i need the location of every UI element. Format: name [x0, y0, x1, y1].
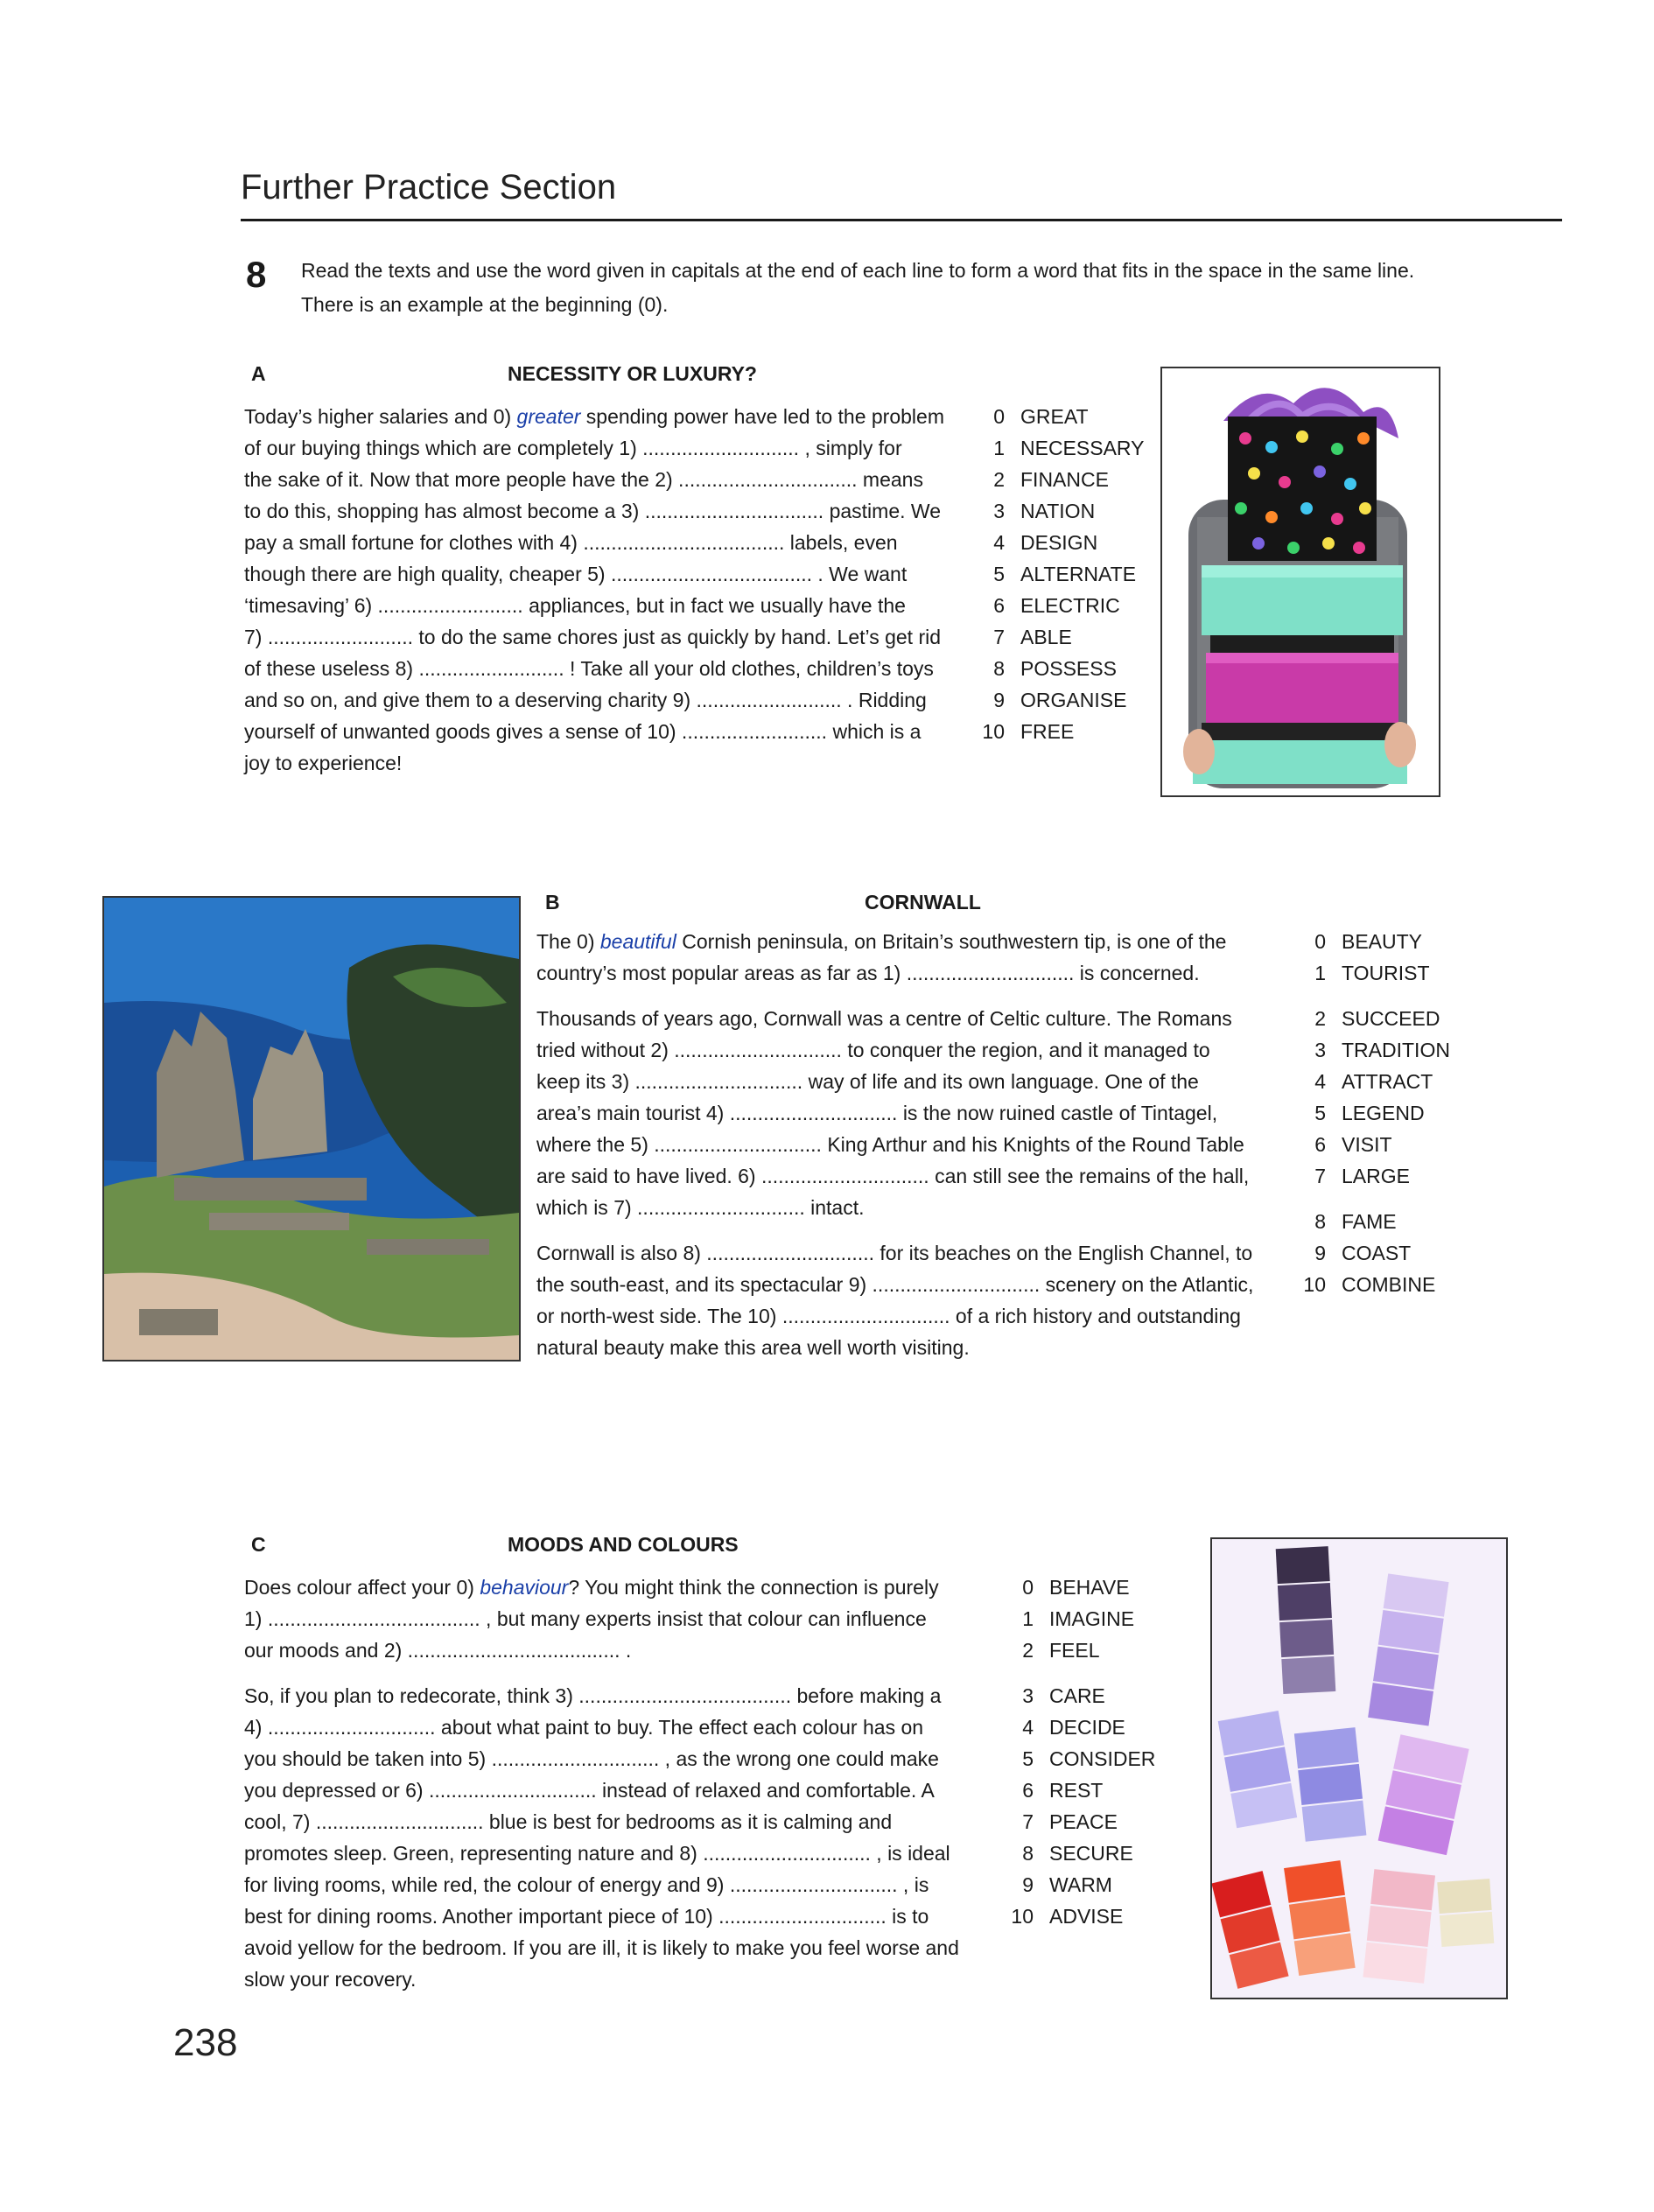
title-divider	[241, 219, 1562, 221]
section-a-letter: A	[251, 362, 266, 385]
word-list-item	[1291, 1237, 1466, 1269]
word-list-item	[1291, 1129, 1466, 1160]
base-word: FREE	[1020, 720, 1075, 743]
word-number: 9	[1022, 1873, 1034, 1896]
word-list-item	[970, 432, 1162, 464]
text-line: slow your recovery.	[244, 1968, 417, 1991]
word-number: 4	[993, 531, 1005, 554]
word-number: 9	[1314, 1242, 1326, 1264]
word-number: 6	[1314, 1133, 1326, 1156]
word-list-item	[1291, 926, 1466, 957]
paragraph	[244, 1572, 997, 1666]
paragraph	[244, 1680, 997, 1995]
text-line: where the 5) .............................. King Arthur and his Knights of the Round Table	[536, 1133, 1244, 1156]
base-word: TOURIST	[1342, 962, 1430, 984]
word-list-item	[970, 590, 1162, 621]
word-number: 4	[1022, 1716, 1034, 1739]
text-line: cool, 7) .............................. blue is best for bedrooms as it is calming and	[244, 1810, 893, 1833]
base-word: DECIDE	[1049, 1716, 1125, 1739]
text-line: Today’s higher salaries and 0) greater spending power have led to the problem	[244, 405, 944, 428]
word-number: 1	[1022, 1607, 1034, 1630]
base-word: SECURE	[1049, 1842, 1133, 1865]
base-word: ADVISE	[1049, 1905, 1124, 1928]
word-list-item	[1291, 1003, 1466, 1034]
text-line: the south-east, and its spectacular 9) .............................. scenery on the Atlantic,	[536, 1273, 1254, 1296]
base-word: SUCCEED	[1342, 1007, 1440, 1030]
base-word: ABLE	[1020, 626, 1072, 648]
base-word: REST	[1049, 1779, 1104, 1802]
word-number: 8	[1314, 1210, 1326, 1233]
word-list-item	[1291, 1066, 1466, 1097]
text-line: 1) ...................................... , but many experts insist that colour can influence	[244, 1607, 927, 1630]
text-line: joy to experience!	[244, 752, 403, 774]
text-line: though there are high quality, cheaper 5) .................................... . We want	[244, 563, 908, 585]
text-line: you should be taken into 5) .............................. , as the wrong one could make	[244, 1747, 939, 1770]
text-line: 7) .......................... to do the same chores just as quickly by hand. Let’s get rid	[244, 626, 942, 648]
section-a-word-list	[970, 401, 1162, 747]
word-number: 8	[993, 657, 1005, 680]
word-list-item	[1291, 1269, 1466, 1300]
word-list-item	[999, 1900, 1174, 1932]
section-b-title: CORNWALL	[865, 891, 981, 914]
exercise-number: 8	[246, 254, 267, 295]
word-list-item	[1291, 1206, 1466, 1237]
word-list-item	[999, 1680, 1174, 1712]
base-word: PEACE	[1049, 1810, 1118, 1833]
text-line: keep its 3) .............................. way of life and its own language. One of the	[536, 1070, 1199, 1093]
base-word: NECESSARY	[1020, 437, 1145, 459]
section-a-text	[244, 401, 979, 779]
word-number: 10	[1303, 1273, 1326, 1296]
text-line: to do this, shopping has almost become a 3) ................................ pastime. We	[244, 500, 941, 522]
text-line: country’s most popular areas as far as 1) .............................. is concerned.	[536, 962, 1200, 984]
base-word: POSSESS	[1020, 657, 1117, 680]
word-list-item	[1291, 1160, 1466, 1192]
text-line: of these useless 8) .......................... ! Take all your old clothes, children’s toys	[244, 657, 934, 680]
page-title: Further Practice Section	[241, 168, 617, 206]
base-word: ATTRACT	[1342, 1070, 1433, 1093]
word-list-item	[970, 495, 1162, 527]
word-number: 6	[993, 594, 1005, 617]
word-list-item	[970, 684, 1162, 716]
text-line: you depressed or 6) .............................. instead of relaxed and comfortable. A	[244, 1779, 935, 1802]
word-list-item	[970, 558, 1162, 590]
text-line: which is 7) .............................. intact.	[536, 1196, 865, 1219]
word-list-item	[999, 1774, 1174, 1806]
text-line: for living rooms, while red, the colour of energy and 9) .............................. , is	[244, 1873, 929, 1896]
word-list-gap	[1291, 989, 1466, 1003]
text-line: ‘timesaving’ 6) .......................... appliances, but in fact we usually have the	[244, 594, 906, 617]
base-word: TRADITION	[1342, 1039, 1450, 1061]
base-word: FAME	[1342, 1210, 1397, 1233]
word-number: 5	[1022, 1747, 1034, 1770]
word-number: 2	[993, 468, 1005, 491]
page-number: 238	[173, 2021, 238, 2064]
base-word: WARM	[1049, 1873, 1112, 1896]
word-list-item	[999, 1743, 1174, 1774]
base-word: DESIGN	[1020, 531, 1098, 554]
section-c-word-list	[999, 1572, 1174, 1932]
word-list-item	[970, 464, 1162, 495]
text-line: Thousands of years ago, Cornwall was a centre of Celtic culture. The Romans	[536, 1007, 1232, 1030]
base-word: BEAUTY	[1342, 930, 1423, 953]
section-a-title: NECESSITY OR LUXURY?	[508, 362, 757, 385]
base-word: COMBINE	[1342, 1273, 1436, 1296]
base-word: VISIT	[1342, 1133, 1392, 1156]
word-number: 7	[993, 626, 1005, 648]
text-line: of our buying things which are completely 1) ............................ , simply for	[244, 437, 902, 459]
base-word: CARE	[1049, 1684, 1105, 1707]
word-list-item	[970, 621, 1162, 653]
word-list-item	[970, 653, 1162, 684]
text-line: best for dining rooms. Another important piece of 10) .............................. is to	[244, 1905, 929, 1928]
word-number: 1	[993, 437, 1005, 459]
word-list-item	[1291, 1034, 1466, 1066]
word-number: 7	[1314, 1165, 1326, 1187]
text-line: So, if you plan to redecorate, think 3) ...................................... before making a	[244, 1684, 942, 1707]
word-list-item	[970, 401, 1162, 432]
word-list-item	[999, 1806, 1174, 1838]
word-number: 3	[993, 500, 1005, 522]
word-number: 2	[1314, 1007, 1326, 1030]
word-number: 0	[1022, 1576, 1034, 1599]
text-line: The 0) beautiful Cornish peninsula, on Britain’s southwestern tip, is one of the	[536, 930, 1227, 953]
text-line: tried without 2) .............................. to conquer the region, and it managed to	[536, 1039, 1210, 1061]
gift-boxes-photo	[1160, 367, 1440, 797]
text-line: pay a small fortune for clothes with 4) .................................... labels, even	[244, 531, 898, 554]
paint-swatches-photo	[1210, 1537, 1508, 1999]
text-line: avoid yellow for the bedroom. If you are ill, it is likely to make you feel worse and	[244, 1936, 959, 1959]
word-list-item	[1291, 1097, 1466, 1129]
base-word: ELECTRIC	[1020, 594, 1120, 617]
section-b-letter: B	[545, 891, 560, 914]
base-word: GREAT	[1020, 405, 1089, 428]
text-line: area’s main tourist 4) .............................. is the now ruined castle of Tintagel,	[536, 1102, 1218, 1124]
section-c-letter: C	[251, 1533, 266, 1556]
word-number: 4	[1314, 1070, 1326, 1093]
base-word: IMAGINE	[1049, 1607, 1135, 1630]
word-number: 0	[993, 405, 1005, 428]
text-line: promotes sleep. Green, representing nature and 8) .............................. , is ideal	[244, 1842, 950, 1865]
word-number: 0	[1314, 930, 1326, 953]
word-number: 7	[1022, 1810, 1034, 1833]
text-line: our moods and 2) ...................................... .	[244, 1639, 632, 1662]
base-word: FINANCE	[1020, 468, 1109, 491]
word-list-item	[999, 1712, 1174, 1743]
base-word: BEHAVE	[1049, 1576, 1130, 1599]
paragraph	[536, 1003, 1289, 1223]
word-number: 6	[1022, 1779, 1034, 1802]
base-word: FEEL	[1049, 1639, 1100, 1662]
base-word: LARGE	[1342, 1165, 1410, 1187]
word-list-item	[999, 1838, 1174, 1869]
text-line: Cornwall is also 8) .............................. for its beaches on the English Channel, to	[536, 1242, 1253, 1264]
text-line: the sake of it. Now that more people have the 2) ................................ means	[244, 468, 923, 491]
base-word: LEGEND	[1342, 1102, 1425, 1124]
word-number: 8	[1022, 1842, 1034, 1865]
exercise-instruction: Read the texts and use the word given in capitals at the end of each line to form a word that fits in the space in the same line. There is an example at the beginning (0).	[301, 259, 1415, 316]
base-word: COAST	[1342, 1242, 1412, 1264]
text-line: or north-west side. The 10) .............................. of a rich history and outstanding	[536, 1305, 1241, 1327]
text-line: are said to have lived. 6) .............................. can still see the remains of the hall,	[536, 1165, 1250, 1187]
base-word: ALTERNATE	[1020, 563, 1137, 585]
text-line: Does colour affect your 0) behaviour? You might think the connection is purely	[244, 1576, 939, 1599]
paragraph	[536, 926, 1289, 989]
word-number: 10	[982, 720, 1005, 743]
cornwall-coast-photo	[102, 896, 521, 1362]
word-number: 3	[1022, 1684, 1034, 1707]
word-list-item	[1291, 957, 1466, 989]
text-line: natural beauty make this area well worth visiting.	[536, 1336, 970, 1359]
paragraph	[536, 1237, 1289, 1363]
text-line: yourself of unwanted goods gives a sense of 10) .......................... which is a	[244, 720, 922, 743]
word-list-gap	[1291, 1192, 1466, 1206]
section-b-text	[536, 926, 1289, 1363]
base-word: NATION	[1020, 500, 1096, 522]
word-list-item	[970, 716, 1162, 747]
section-c-title: MOODS AND COLOURS	[508, 1533, 739, 1556]
base-word: CONSIDER	[1049, 1747, 1156, 1770]
word-number: 1	[1314, 962, 1326, 984]
word-list-item	[970, 527, 1162, 558]
word-number: 5	[993, 563, 1005, 585]
word-number: 10	[1011, 1905, 1034, 1928]
word-list-item	[999, 1869, 1174, 1900]
word-number: 3	[1314, 1039, 1326, 1061]
text-line: and so on, and give them to a deserving charity 9) .......................... . Ridding	[244, 689, 927, 711]
word-list-item	[999, 1634, 1174, 1666]
section-b-word-list	[1291, 926, 1466, 1300]
word-number: 9	[993, 689, 1005, 711]
word-number: 5	[1314, 1102, 1326, 1124]
word-number: 2	[1022, 1639, 1034, 1662]
text-line: 4) .............................. about what paint to buy. The effect each colour has on	[244, 1716, 924, 1739]
section-c-text	[244, 1572, 997, 1995]
base-word: ORGANISE	[1020, 689, 1127, 711]
word-list-gap	[999, 1666, 1174, 1680]
word-list-item	[999, 1603, 1174, 1634]
word-list-item	[999, 1572, 1174, 1603]
